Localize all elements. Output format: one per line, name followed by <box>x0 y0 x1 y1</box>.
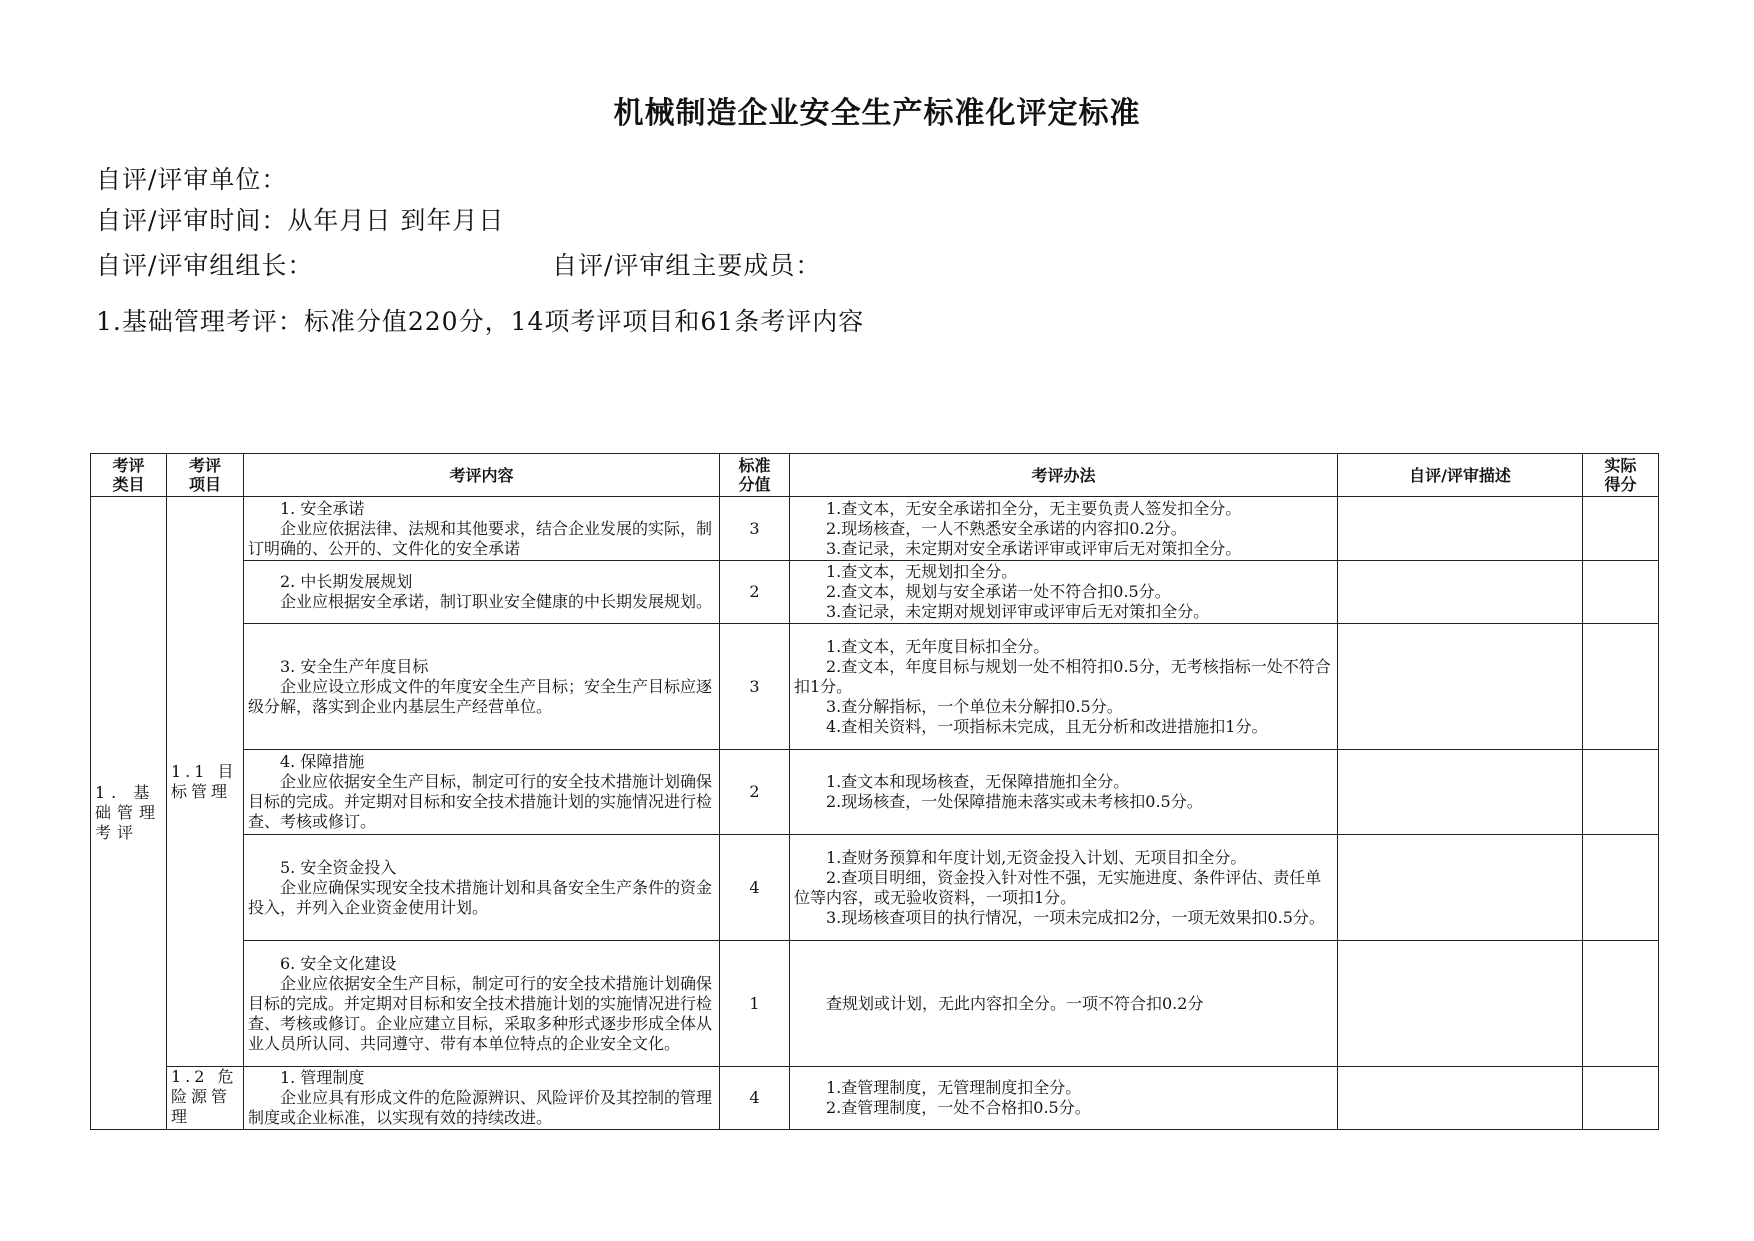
description-cell[interactable] <box>1338 624 1583 750</box>
method-line: 1.查管理制度，无管理制度扣全分。 <box>826 1078 1082 1097</box>
content-title: 5. 安全资金投入 <box>280 857 397 877</box>
content-body: 企业应根据安全承诺，制订职业安全健康的中长期发展规划。 <box>280 592 713 611</box>
method-line: 4.查相关资料，一项指标未完成，且无分析和改进措施扣1分。 <box>826 716 1268 736</box>
header-method: 考评办法 <box>790 454 1338 497</box>
score-cell: 2 <box>720 750 790 835</box>
actual-score-cell[interactable] <box>1583 624 1659 750</box>
score-cell: 3 <box>720 624 790 750</box>
description-cell[interactable] <box>1338 750 1583 835</box>
header-item: 考评 项目 <box>167 454 244 497</box>
header-category: 考评 类目 <box>91 454 167 497</box>
method-line: 查规划或计划，无此内容扣全分。一项不符合扣0.2分 <box>826 993 1204 1013</box>
method-cell <box>790 497 1338 561</box>
content-title: 2. 中长期发展规划 <box>280 572 413 591</box>
field-leader: 自评/评审组组长： <box>96 251 314 280</box>
method-line: 1.查文本，无年度目标扣全分。 <box>826 636 1050 656</box>
method-line: 2.查文本，年度目标与规划一处不相符扣0.5分，无考核指标一处不符合扣1分。 <box>794 656 1331 696</box>
method-line: 3.查记录，未定期对规划评审或评审后无对策扣全分。 <box>826 602 1210 621</box>
description-cell[interactable] <box>1338 497 1583 561</box>
method-line: 3.查记录，未定期对安全承诺评审或评审后无对策扣全分。 <box>826 538 1242 558</box>
item-cell: 1.1 目标管理 <box>167 497 244 1067</box>
table-row <box>91 835 1659 941</box>
section-heading: 1.基础管理考评：标准分值220分，14项考评项目和61条考评内容 <box>96 307 865 336</box>
content-cell <box>244 835 720 941</box>
content-body: 企业应依据法律、法规和其他要求，结合企业发展的实际，制订明确的、公开的、文件化的安全承诺 <box>248 518 713 558</box>
evaluation-table <box>90 453 1659 1130</box>
content-cell <box>244 624 720 750</box>
description-cell[interactable] <box>1338 561 1583 624</box>
method-line: 1.查文本，无安全承诺扣全分，无主要负责人签发扣全分。 <box>826 498 1242 518</box>
content-title: 3. 安全生产年度目标 <box>280 656 429 676</box>
method-cell <box>790 835 1338 941</box>
method-cell <box>790 561 1338 624</box>
content-title: 1. 管理制度 <box>280 1068 365 1087</box>
method-cell <box>790 1067 1338 1130</box>
page-title: 机械制造企业安全生产标准化评定标准 <box>613 96 1141 131</box>
content-body: 企业应依据安全生产目标，制定可行的安全技术措施计划确保目标的完成。并定期对目标和安全技术措施计划的实施情况进行检查、考核或修订。企业应建立目标，采取多种形式逐步形成全体从业人员所认同、共同遵守、带有本单位特点的企业安全文化。 <box>248 973 713 1053</box>
method-cell <box>790 941 1338 1067</box>
content-body: 企业应具有形成文件的危险源辨识、风险评价及其控制的管理制度或企业标准，以实现有效的持续改进。 <box>248 1088 713 1127</box>
method-line: 2.查项目明细，资金投入针对性不强，无实施进度、条件评估、责任单位等内容，或无验收资料，一项扣1分。 <box>794 867 1322 907</box>
method-line: 3.查分解指标，一个单位未分解扣0.5分。 <box>826 696 1123 716</box>
method-line: 1.查文本和现场核查，无保障措施扣全分。 <box>826 772 1130 791</box>
score-cell: 3 <box>720 497 790 561</box>
score-cell: 1 <box>720 941 790 1067</box>
table-header-row <box>91 454 1659 497</box>
field-members: 自评/评审组主要成员： <box>552 251 822 280</box>
method-cell <box>790 750 1338 835</box>
content-body: 企业应依据安全生产目标，制定可行的安全技术措施计划确保目标的完成。并定期对目标和安全技术措施计划的实施情况进行检查、考核或修订。 <box>248 772 713 831</box>
table-row <box>91 561 1659 624</box>
description-cell[interactable] <box>1338 1067 1583 1130</box>
method-line: 3.现场核查项目的执行情况，一项未完成扣2分，一项无效果扣0.5分。 <box>826 907 1325 927</box>
method-line: 1.查文本，无规划扣全分。 <box>826 562 1018 581</box>
table-row <box>91 1067 1659 1130</box>
score-cell: 4 <box>720 1067 790 1130</box>
method-line: 2.现场核查，一人不熟悉安全承诺的内容扣0.2分。 <box>826 518 1187 538</box>
header-content: 考评内容 <box>244 454 720 497</box>
field-time: 自评/评审时间：从年月日 到年月日 <box>96 206 505 235</box>
table-row <box>91 750 1659 835</box>
table-row <box>91 497 1659 561</box>
content-cell <box>244 561 720 624</box>
field-unit: 自评/评审单位： <box>96 165 288 194</box>
content-cell <box>244 1067 720 1130</box>
method-line: 2.查管理制度，一处不合格扣0.5分。 <box>826 1098 1091 1117</box>
method-line: 1.查财务预算和年度计划,无资金投入计划、无项目扣全分。 <box>826 847 1247 867</box>
actual-score-cell[interactable] <box>1583 941 1659 1067</box>
method-line: 2.现场核查，一处保障措施未落实或未考核扣0.5分。 <box>826 792 1203 811</box>
content-body: 企业应确保实现安全技术措施计划和具备安全生产条件的资金投入，并列入企业资金使用计划。 <box>248 877 713 917</box>
content-cell <box>244 750 720 835</box>
actual-score-cell[interactable] <box>1583 497 1659 561</box>
content-title: 4. 保障措施 <box>280 752 365 771</box>
header-description: 自评/评审描述 <box>1338 454 1583 497</box>
description-cell[interactable] <box>1338 941 1583 1067</box>
actual-score-cell[interactable] <box>1583 750 1659 835</box>
content-title: 1. 安全承诺 <box>280 498 365 518</box>
actual-score-cell[interactable] <box>1583 1067 1659 1130</box>
header-score: 标准 分值 <box>720 454 790 497</box>
table-row <box>91 941 1659 1067</box>
method-cell <box>790 624 1338 750</box>
item-cell: 1.2 危险源管理 <box>167 1067 244 1130</box>
actual-score-cell[interactable] <box>1583 835 1659 941</box>
header-actual: 实际 得分 <box>1583 454 1659 497</box>
score-cell: 4 <box>720 835 790 941</box>
content-title: 6. 安全文化建设 <box>280 953 397 973</box>
content-cell <box>244 941 720 1067</box>
content-body: 企业应设立形成文件的年度安全生产目标；安全生产目标应逐级分解，落实到企业内基层生产经营单位。 <box>248 676 713 716</box>
description-cell[interactable] <box>1338 835 1583 941</box>
table-row <box>91 624 1659 750</box>
content-cell <box>244 497 720 561</box>
actual-score-cell[interactable] <box>1583 561 1659 624</box>
category-cell: 1. 基础管理考评 <box>91 497 167 1130</box>
method-line: 2.查文本，规划与安全承诺一处不符合扣0.5分。 <box>826 582 1171 601</box>
score-cell: 2 <box>720 561 790 624</box>
